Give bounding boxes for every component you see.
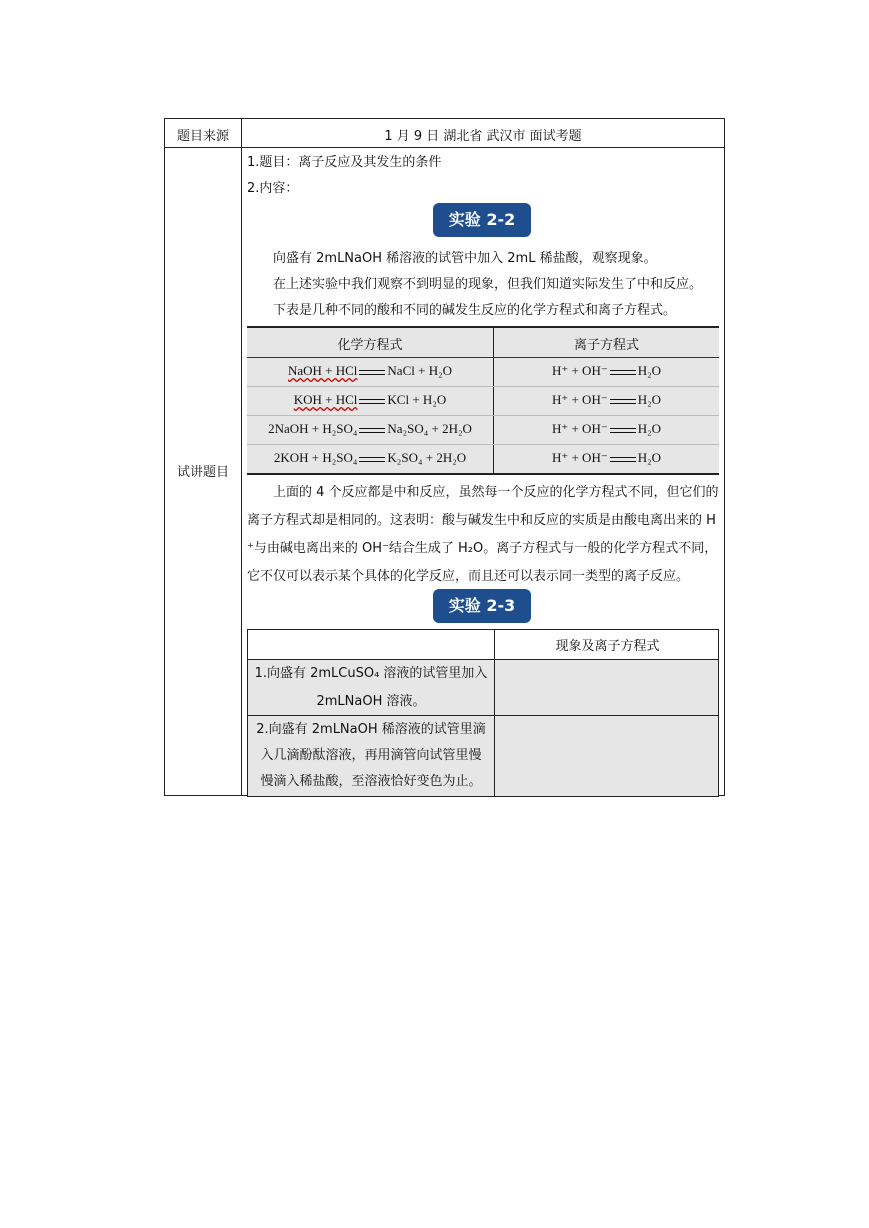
- question-label: 试讲题目: [176, 465, 229, 480]
- reactants: KOH + HCl: [293, 392, 358, 407]
- equation-table-row-divider: [247, 444, 719, 445]
- explanation-line-3: ⁺与由碱电离出来的 OH⁻结合生成了 H₂O。离子方程式与一般的化学方程式不同，: [247, 541, 718, 556]
- ionic-equation: [494, 450, 719, 466]
- explanation-line-4: 它不仅可以表示某个具体的化学反应，而且还可以表示同一类型的离子反应。: [247, 569, 690, 584]
- equals-arrow: [610, 457, 636, 462]
- content-line: 2.内容：: [247, 181, 299, 196]
- products: NaCl + H₂O: [387, 363, 453, 378]
- experiment-table-column-divider: [494, 630, 495, 796]
- chemical-equation: [247, 450, 493, 466]
- experiment-table-shade-right: [495, 660, 718, 796]
- reactants: NaOH + HCl: [287, 363, 358, 378]
- equation-table-header-divider: [247, 357, 719, 358]
- question-content: [247, 147, 718, 795]
- equals-arrow: [610, 428, 636, 433]
- experiment-2-2-badge: 实验 2-2: [433, 203, 531, 237]
- experiment-row-2-line-1: 2.向盛有 2mLNaOH 稀溶液的试管里滴: [256, 722, 486, 737]
- chemical-equation: [247, 363, 493, 379]
- experiment-row-2-line-2: 入几滴酚酞溶液，再用滴管向试管里慢: [260, 748, 482, 763]
- question-table: [164, 118, 725, 796]
- reactants: 2KOH + H₂SO₄: [273, 450, 358, 465]
- ion-products: H₂O: [637, 363, 662, 378]
- explanation-line-1: 上面的 4 个反应都是中和反应，虽然每一个反应的化学方程式不同，但它们的: [273, 485, 719, 500]
- equals-arrow: [610, 370, 636, 375]
- source-value: 1 月 9 日 湖北省 武汉市 面试考题: [384, 129, 582, 144]
- products: K₂SO₄ + 2H₂O: [387, 450, 467, 465]
- equals-arrow: [359, 370, 385, 375]
- paragraph-2: 在上述实验中我们观察不到明显的现象，但我们知道实际发生了中和反应。: [273, 277, 703, 292]
- equation-table: [247, 326, 719, 475]
- ion-products: H₂O: [637, 450, 662, 465]
- equals-arrow: [359, 428, 385, 433]
- ion-reactants: H⁺ + OH⁻: [551, 392, 608, 407]
- experiment-row-2-line-3: 慢滴入稀盐酸，至溶液恰好变色为止。: [260, 774, 482, 789]
- reactants: 2NaOH + H₂SO₄: [268, 421, 358, 436]
- paragraph-3: 下表是几种不同的酸和不同的碱发生反应的化学方程式和离子方程式。: [273, 303, 677, 318]
- experiment-2-3-badge: 实验 2-3: [433, 589, 531, 623]
- experiment-row-1-line-2: 2mLNaOH 溶液。: [316, 694, 426, 709]
- experiment-row-1-line-1: 1.向盛有 2mLCuSO₄ 溶液的试管里加入: [254, 666, 488, 681]
- equals-arrow: [610, 399, 636, 404]
- experiment-table: [247, 629, 719, 797]
- source-label: 题目来源: [176, 129, 229, 144]
- header-ionic-equation: 离子方程式: [573, 338, 639, 353]
- paragraph-1: 向盛有 2mLNaOH 稀溶液的试管中加入 2mL 稀盐酸，观察现象。: [273, 251, 657, 266]
- header-chemical-equation: 化学方程式: [337, 338, 403, 353]
- ionic-equation: [494, 363, 719, 379]
- products: KCl + H₂O: [387, 392, 447, 407]
- equals-arrow: [359, 457, 385, 462]
- column-divider: [241, 119, 242, 795]
- ionic-equation: [494, 421, 719, 437]
- ion-reactants: H⁺ + OH⁻: [551, 363, 608, 378]
- equation-table-row-divider: [247, 415, 719, 416]
- chemical-equation: [247, 421, 493, 437]
- ion-reactants: H⁺ + OH⁻: [551, 421, 608, 436]
- title-line: 1.题目：离子反应及其发生的条件: [247, 155, 442, 170]
- equals-arrow: [359, 399, 385, 404]
- ion-products: H₂O: [637, 392, 662, 407]
- products: Na₂SO₄ + 2H₂O: [387, 421, 472, 436]
- ion-products: H₂O: [637, 421, 662, 436]
- equation-table-row-divider: [247, 386, 719, 387]
- chemical-equation: [247, 392, 493, 408]
- explanation-line-2: 离子方程式却是相同的。这表明：酸与碱发生中和反应的实质是由酸电离出来的 H: [247, 513, 716, 528]
- ionic-equation: [494, 392, 719, 408]
- ion-reactants: H⁺ + OH⁻: [551, 450, 608, 465]
- header-phenomenon: 现象及离子方程式: [555, 639, 660, 654]
